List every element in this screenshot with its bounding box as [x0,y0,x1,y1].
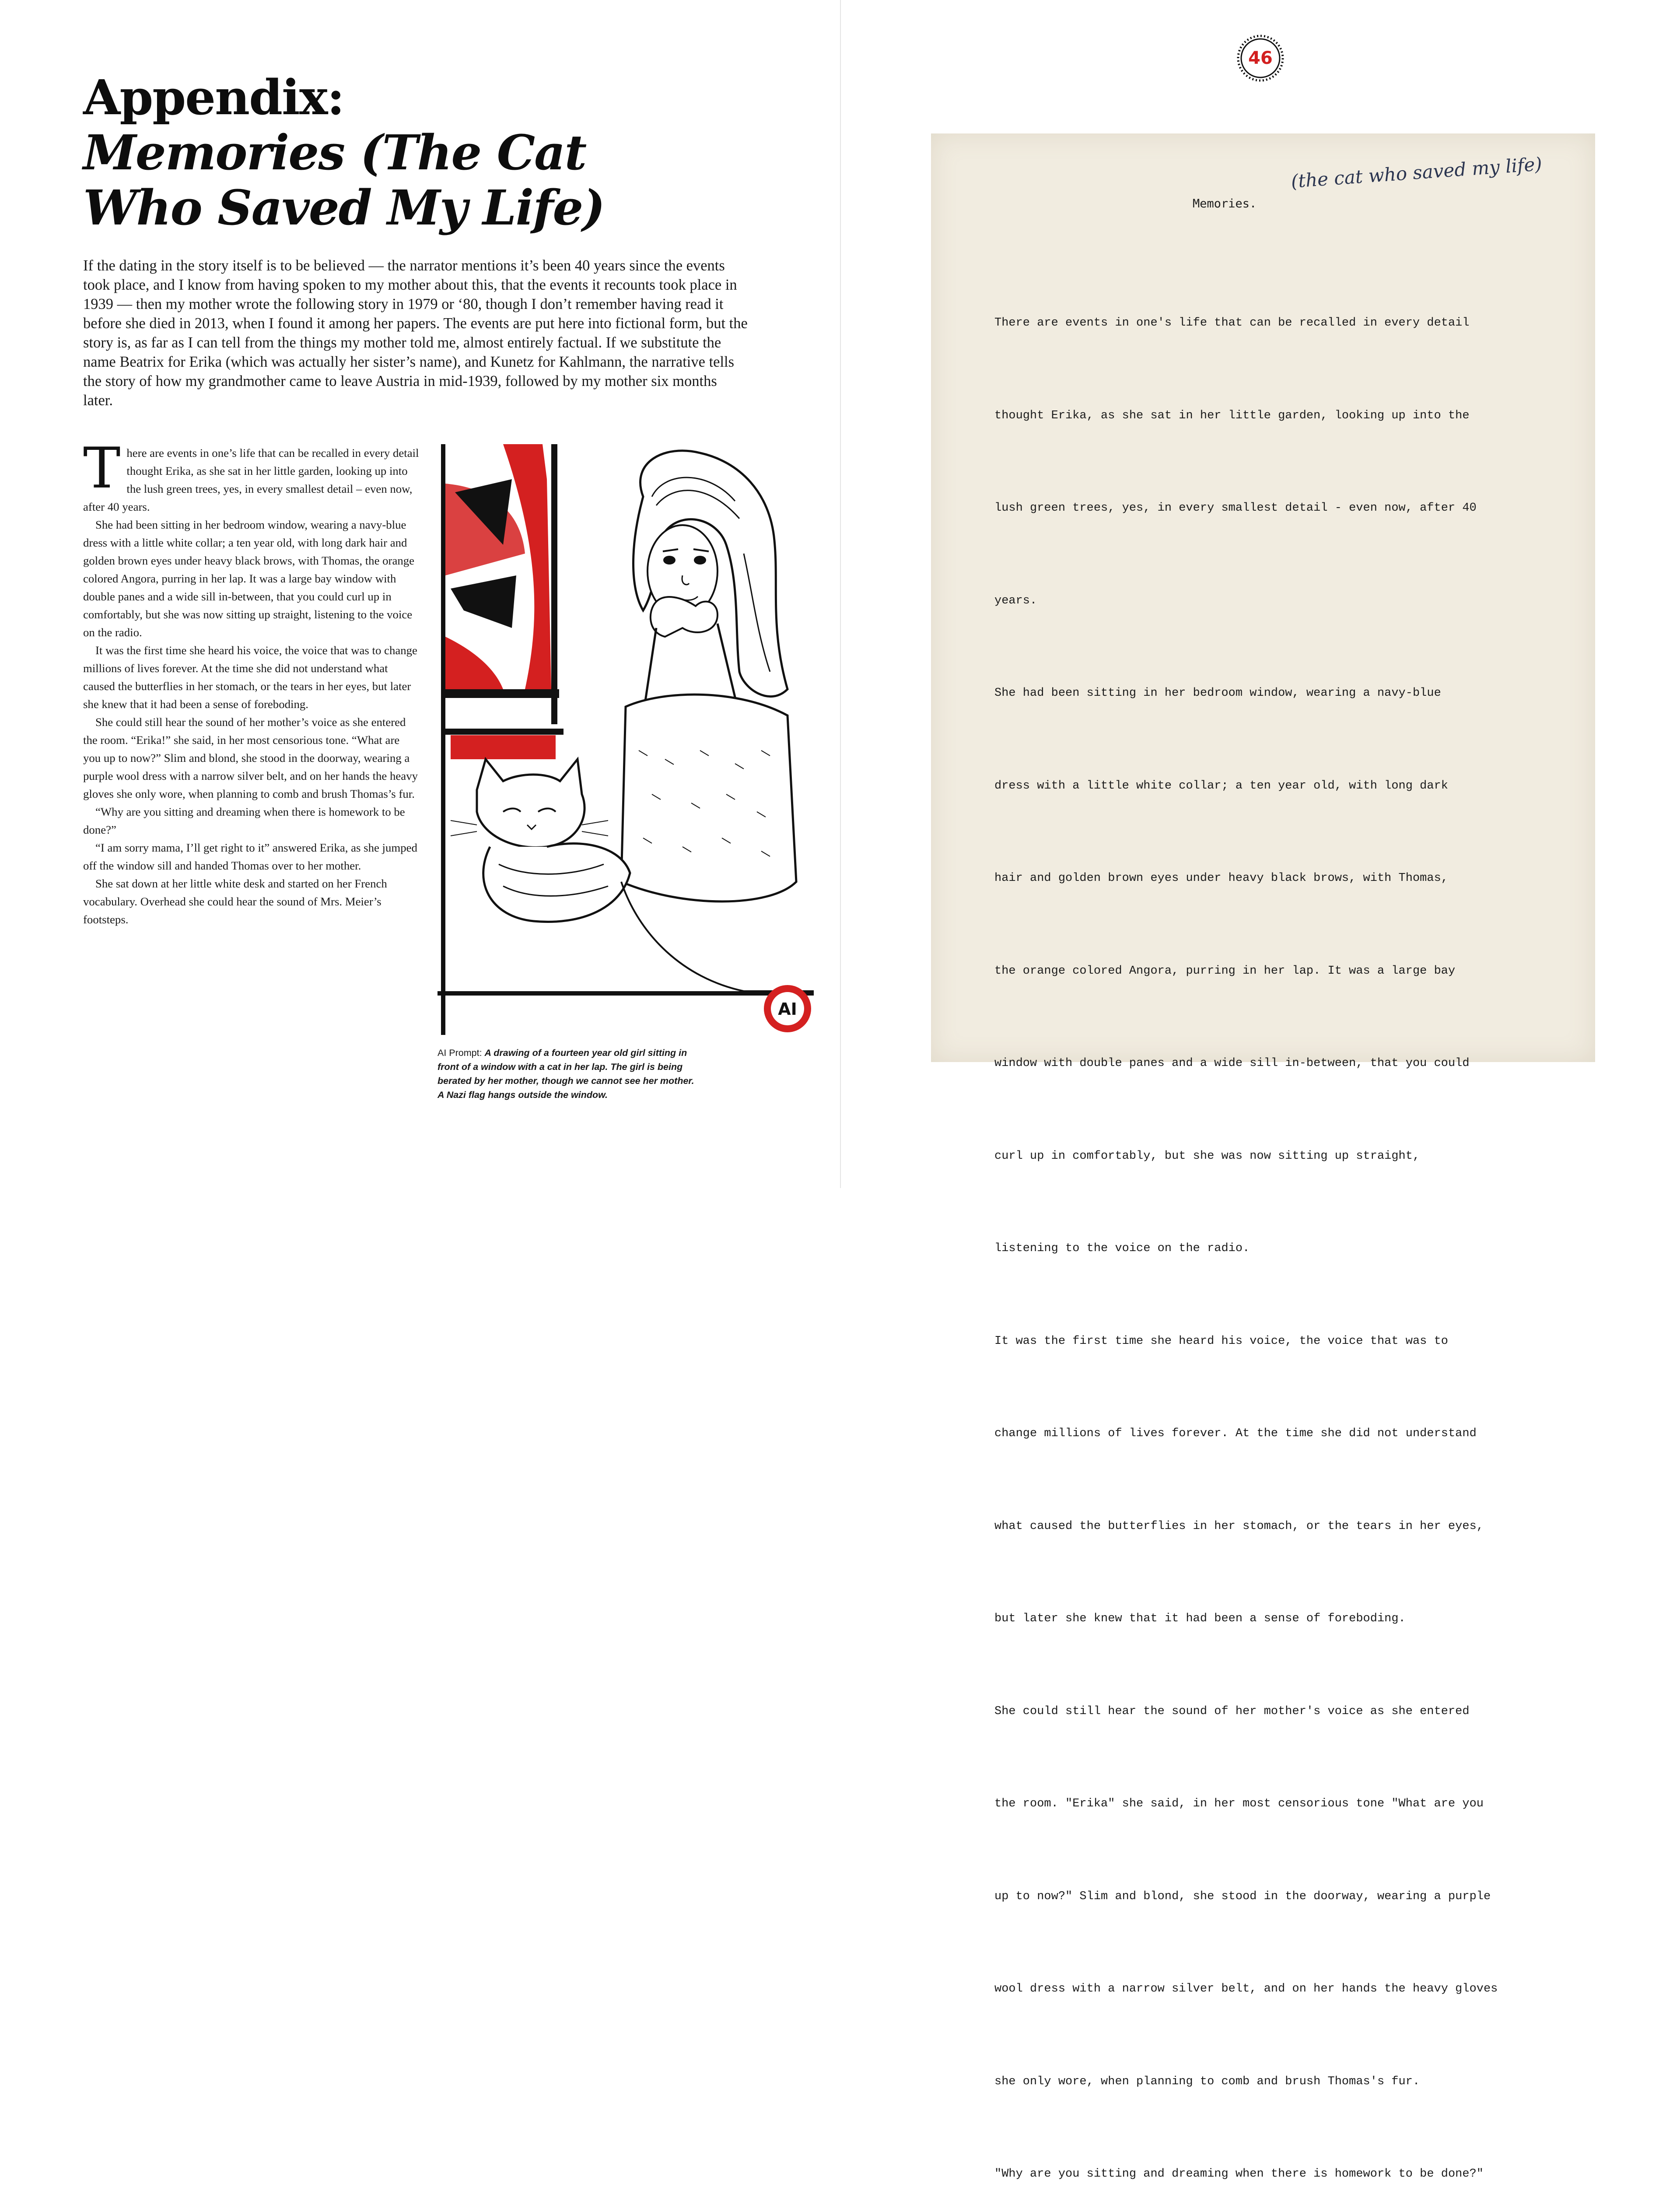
story-column [83,436,420,929]
page-number-badge [1236,34,1284,82]
window-sill [445,689,559,698]
window-mullion [551,444,557,724]
typed-line: years. [994,594,1037,607]
story-paragraph [83,436,420,516]
typed-line: what caused the butterflies in her stomach, or the tears in her eyes, [994,1519,1484,1533]
ai-badge [764,985,811,1032]
typed-line: She could still hear the sound of her mother's voice as she entered [994,1704,1470,1718]
story-paragraph: She had been sitting in her bedroom window, wearing a navy-blue dress with a little white collar; a ten year old, with long dark hair and golden brown eyes under heavy black brows, with Thomas, the orange colored Angora, purring in her lap. It was a large bay window with double panes and a wide sill in-between, that you could curl up in comfortably, but she was now sitting up straight, listening to the voice on the radio. [83,518,415,639]
typed-line: curl up in comfortably, but she was now sitting up straight, [994,1149,1420,1163]
typewritten-manuscript [931,133,1595,2181]
typed-line: "Why are you sitting and dreaming when there is homework to be done?" [994,2167,1484,2181]
typed-line: the room. "Erika" she said, in her most censorious tone "What are you [994,1797,1484,1810]
caption-label: AI Prompt: [438,1048,485,1058]
caption-text: A drawing of a fourteen year old girl sitting in front of a window with a cat in her lap. The girl is being berated by her mother, though we cannot see her mother. A Nazi flag hangs outside the window. [438,1048,694,1100]
typed-line: window with double panes and a wide sill in-between, that you could [994,1057,1470,1070]
story-paragraph-text: here are events in one’s life that can be recalled in every detail thought Erika, as she sat in her little garden, looking up into the lush green trees, yes, in every smallest detail – even now, after 40 years. [83,446,419,513]
typed-line: change millions of lives forever. At the time she did not understand [994,1427,1477,1440]
spread-gutter [840,0,841,1188]
typed-line: It was the first time she heard his voice, the voice that was to [994,1334,1448,1348]
typed-line: but later she knew that it had been a sense of foreboding. [994,1612,1406,1625]
manuscript-heading [1193,153,1586,245]
intro-paragraph: If the dating in the story itself is to be believed — the narrator mentions it’s been 40 years since the events took place, and I know from having spoken to my mother about this, that the events it recounts took place in 1939 — then my mother wrote the following story in 1979 or ‘80, though I don’t remember having read it before she died in 2013, when I found it among her papers. The events are put here into fictional form, but the story is, as far as I can tell from the things my mother told me, almost entirely factual. If we substitute the name Beatrix for Erika (which was actually her sister’s name), and Kunetz for Kahlmann, the narrative tells the story of how my grandmother came to leave Austria in mid-1939, followed by my mother six months later. [83,257,748,409]
story-paragraph: It was the first time she heard his voice, the voice that was to change millions of lives forever. At the time she did not understand what caused the butterflies in her stomach, or the tears in her eyes, but later she knew that it had been a sense of foreboding. [83,644,417,711]
left-page [0,0,840,1188]
story-paragraph: “Why are you sitting and dreaming when there is homework to be done?” [83,805,405,836]
typed-line: the orange colored Angora, purring in her lap. It was a large bay [994,964,1456,978]
story-paragraph: “I am sorry mama, I’ll get right to it” answered Erika, as she jumped off the window sill and handed Thomas over to her mother. [83,841,417,872]
typed-line: hair and golden brown eyes under heavy black brows, with Thomas, [994,872,1448,885]
drop-cap: T [83,436,121,501]
typed-line: There are events in one's life that can be recalled in every detail [994,316,1470,330]
handwritten-note: (the cat who saved my life) [1290,153,1543,192]
girl-dress [621,694,796,901]
title-line: Appendix: [83,69,344,126]
typed-line: thought Erika, as she sat in her little garden, looking up into the [994,409,1470,422]
typed-line: up to now?" Slim and blond, she stood in the doorway, wearing a purple [994,1890,1491,1903]
typed-title: Memories. [1193,197,1257,210]
lower-pane-red [451,735,556,759]
page-number: 46 [1248,48,1273,68]
typed-body [994,246,1576,2188]
typed-line: dress with a little white collar; a ten year old, with long dark [994,779,1448,792]
typed-line: She had been sitting in her bedroom window, wearing a navy-blue [994,687,1441,700]
flag-drawing [445,444,551,689]
subtitle-line-2: Who Saved My Life) [83,179,605,236]
typed-line: listening to the voice on the radio. [994,1242,1250,1255]
story-paragraph: She sat down at her little white desk and started on her French vocabulary. Overhead she could hear the sound of Mrs. Meier’s footsteps. [83,877,387,926]
typed-line: wool dress with a narrow silver belt, and on her hands the heavy gloves [994,1982,1498,1995]
window-frame [441,444,445,1035]
typed-line: she only wore, when planning to comb and brush Thomas's fur. [994,2075,1420,2088]
subtitle-line-1: Memories (The Cat [83,124,586,181]
illustration-caption [438,1046,700,1102]
typed-line: lush green trees, yes, in every smallest detail - even now, after 40 [994,501,1477,515]
story-paragraph: She could still hear the sound of her mother’s voice as she entered the room. “Erika!” she said, in her most censorious tone. “What are you up to now?” Slim and blond, she stood in the doorway, wearing a purple wool dress with a narrow silver belt, and on her hands the heavy gloves she only wore, when planning to comb and brush Thomas’s fur. [83,715,418,800]
appendix-title [83,70,608,235]
ai-illustration [438,444,814,1035]
ai-badge-label: AI [778,999,797,1019]
